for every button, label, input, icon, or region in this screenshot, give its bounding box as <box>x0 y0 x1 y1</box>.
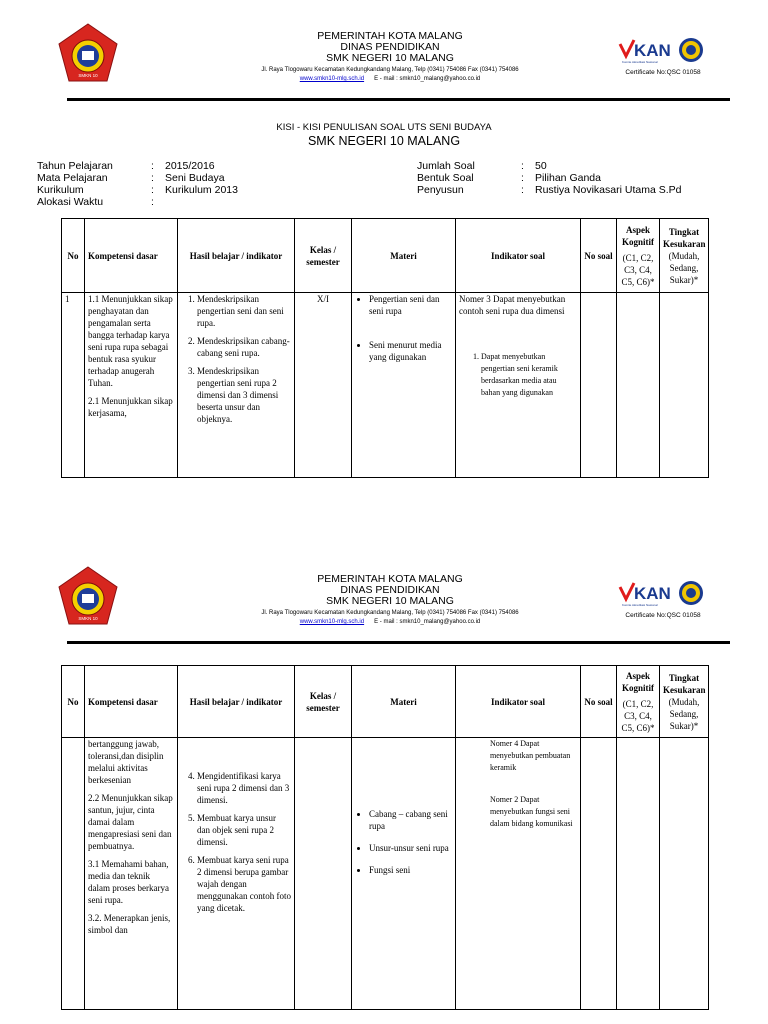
col-hasil: Hasil belajar / indikator <box>178 219 295 293</box>
email-text: E - mail : smkn10_malang@yahoo.co.id <box>374 619 481 625</box>
cell-hasil: 4. Mengidentifikasi karya seni rupa 2 dimensi dan 3 dimensi. 5. Membuat karya unsur dan objek seni rupa 2 dimensi. 6. Membuat karya seni rupa 2 dimensi berupa gambar wajah dengan menggunakan contoh foto yang dicetak. <box>178 738 295 1010</box>
col-no-soal: No soal <box>581 219 617 293</box>
cell-tingkat <box>660 738 709 1010</box>
cell-kompetensi: bertanggung jawab, toleransi,dan disiplin melalui aktivitas berkesenian 2.2 Menunjukkan sikap santun, jujur, cinta damai dalam mengapresiasi seni dan pembuatnya. 3.1 Memahami bahan, media dan teknik dalam proses berkarya seni rupa. 3.2. Menerapkan jenis, simbol dan <box>85 738 178 1010</box>
cell-aspek <box>617 738 660 1010</box>
col-aspek: Aspek Kognitif (C1, C2, C3, C4, C5, C6)* <box>617 666 660 738</box>
gov-line: PEMERINTAH KOTA MALANG <box>317 30 463 42</box>
cell-hasil: 1. Mendeskripsikan pengertian seni dan seni rupa. 2. Mendeskripsikan cabang-cabang seni rupa. 3. Mendeskripsikan pengertian seni rupa 2 dimensi dan 3 dimensi beserta unsur dan objeknya. <box>178 293 295 478</box>
cell-no <box>62 738 85 1010</box>
website-link[interactable]: www.smkn10-mlg.sch.id <box>299 76 365 82</box>
document-title <box>0 122 768 148</box>
kan-sub-text: Komite Akreditasi Nasional <box>622 603 658 607</box>
cell-indikator: Nomer 4 Dapat menyebutkan pembuatan keramik Nomer 2 Dapat menyebutkan fungsi seni dalam bidang komunikasi <box>456 738 581 1010</box>
table-row <box>62 293 709 478</box>
header-divider <box>67 98 730 101</box>
kisi-table-page-2 <box>61 665 709 1010</box>
col-tingkat: Tingkat Kesukaran (Mudah, Sedang, Sukar)* <box>660 666 709 738</box>
meta-row-alokasi: Alokasi Waktu : <box>37 196 154 208</box>
school-logo-icon <box>57 566 119 626</box>
table-header-row <box>62 219 709 293</box>
contact-line <box>180 75 600 83</box>
col-aspek: Aspek Kognitif (C1, C2, C3, C4, C5, C6)* <box>617 219 660 293</box>
cell-tingkat <box>660 293 709 478</box>
gov-line: PEMERINTAH KOTA MALANG <box>317 573 463 585</box>
meta-row-penyusun: Penyusun : Rustiya Novikasari Utama S.Pd <box>417 184 682 196</box>
contact-line <box>180 618 600 626</box>
cell-no-soal <box>581 293 617 478</box>
table-header-row <box>62 666 709 738</box>
meta-row-jumlah: Jumlah Soal : 50 <box>417 160 547 172</box>
school-name-line: SMK NEGERI 10 MALANG <box>326 52 454 64</box>
col-kelas: Kelas / semester <box>295 666 352 738</box>
cell-aspek <box>617 293 660 478</box>
col-materi: Materi <box>352 666 456 738</box>
dept-line: DINAS PENDIDIKAN <box>340 584 440 596</box>
col-hasil: Hasil belajar / indikator <box>178 666 295 738</box>
kan-brand-text: KAN <box>634 41 671 60</box>
meta-row-bentuk: Bentuk Soal : Pilihan Ganda <box>417 172 601 184</box>
cell-kelas <box>295 738 352 1010</box>
email-text: E - mail : smkn10_malang@yahoo.co.id <box>374 76 481 82</box>
school-logo-icon <box>57 23 119 83</box>
meta-left-block <box>37 160 238 208</box>
letterhead-page-2 <box>0 563 768 653</box>
website-link[interactable]: www.smkn10-mlg.sch.id <box>299 619 365 625</box>
title-line-2: SMK NEGERI 10 MALANG <box>307 134 461 148</box>
meta-row-kurikulum: Kurikulum : Kurikulum 2013 <box>37 184 238 196</box>
letterhead-page-1 <box>0 20 768 110</box>
certificate-number: Certificate No:QSC 01058 <box>625 69 701 76</box>
col-kelas: Kelas / semester <box>295 219 352 293</box>
cell-indikator: Nomer 3 Dapat menyebutkan contoh seni rupa dua dimensi 1. Dapat menyebutkan pengertian seni keramik berdasarkan media atau bahan yang digunakan <box>456 293 581 478</box>
cell-kompetensi: 1.1 Menunjukkan sikap penghayatan dan pengamalan serta bangga terhadap karya seni rupa rupa sebagai bentuk rasa syukur terhadap anugerah Tuhan. 2.1 Menunjukkan sikap kerjasama, <box>85 293 178 478</box>
kisi-table-page-1 <box>61 218 709 478</box>
school-identity <box>180 574 600 626</box>
kan-brand-text: KAN <box>634 584 671 603</box>
school-address: Jl. Raya Tlogowaru Kecamatan Kedungkandang Malang, Telp (0341) 754086 Fax (0341) 754086 <box>261 67 519 73</box>
col-indikator: Indikator soal <box>456 219 581 293</box>
meta-right-block <box>417 160 681 196</box>
col-tingkat: Tingkat Kesukaran (Mudah, Sedang, Sukar)* <box>660 219 709 293</box>
table-row <box>62 738 709 1010</box>
col-no-soal: No soal <box>581 666 617 738</box>
meta-row-tahun: Tahun Pelajaran : 2015/2016 <box>37 160 215 172</box>
school-identity <box>180 31 600 83</box>
school-address: Jl. Raya Tlogowaru Kecamatan Kedungkandang Malang, Telp (0341) 754086 Fax (0341) 754086 <box>261 610 519 616</box>
school-name-line: SMK NEGERI 10 MALANG <box>326 595 454 607</box>
col-no: No <box>62 219 85 293</box>
kan-sub-text: Komite Akreditasi Nasional <box>622 60 658 64</box>
cell-kelas: X/I <box>295 293 352 478</box>
cell-materi: • Cabang – cabang seni rupa • Unsur-unsur seni rupa • Fungsi seni <box>352 738 456 1010</box>
cell-no-soal <box>581 738 617 1010</box>
col-materi: Materi <box>352 219 456 293</box>
meta-row-mapel: Mata Pelajaran : Seni Budaya <box>37 172 225 184</box>
school-logo-text: SMKN 10 <box>78 616 98 621</box>
school-logo-text: SMKN 10 <box>78 73 98 78</box>
col-kompetensi: Kompetensi dasar <box>85 219 178 293</box>
dept-line: DINAS PENDIDIKAN <box>340 41 440 53</box>
col-no: No <box>62 666 85 738</box>
header-divider <box>67 641 730 644</box>
title-line-1: KISI - KISI PENULISAN SOAL UTS SENI BUDAYA <box>276 122 492 133</box>
certificate-number: Certificate No:QSC 01058 <box>625 612 701 619</box>
cell-materi: • Pengertian seni dan seni rupa • Seni menurut media yang digunakan <box>352 293 456 478</box>
col-indikator: Indikator soal <box>456 666 581 738</box>
cell-no: 1 <box>62 293 85 478</box>
col-kompetensi: Kompetensi dasar <box>85 666 178 738</box>
